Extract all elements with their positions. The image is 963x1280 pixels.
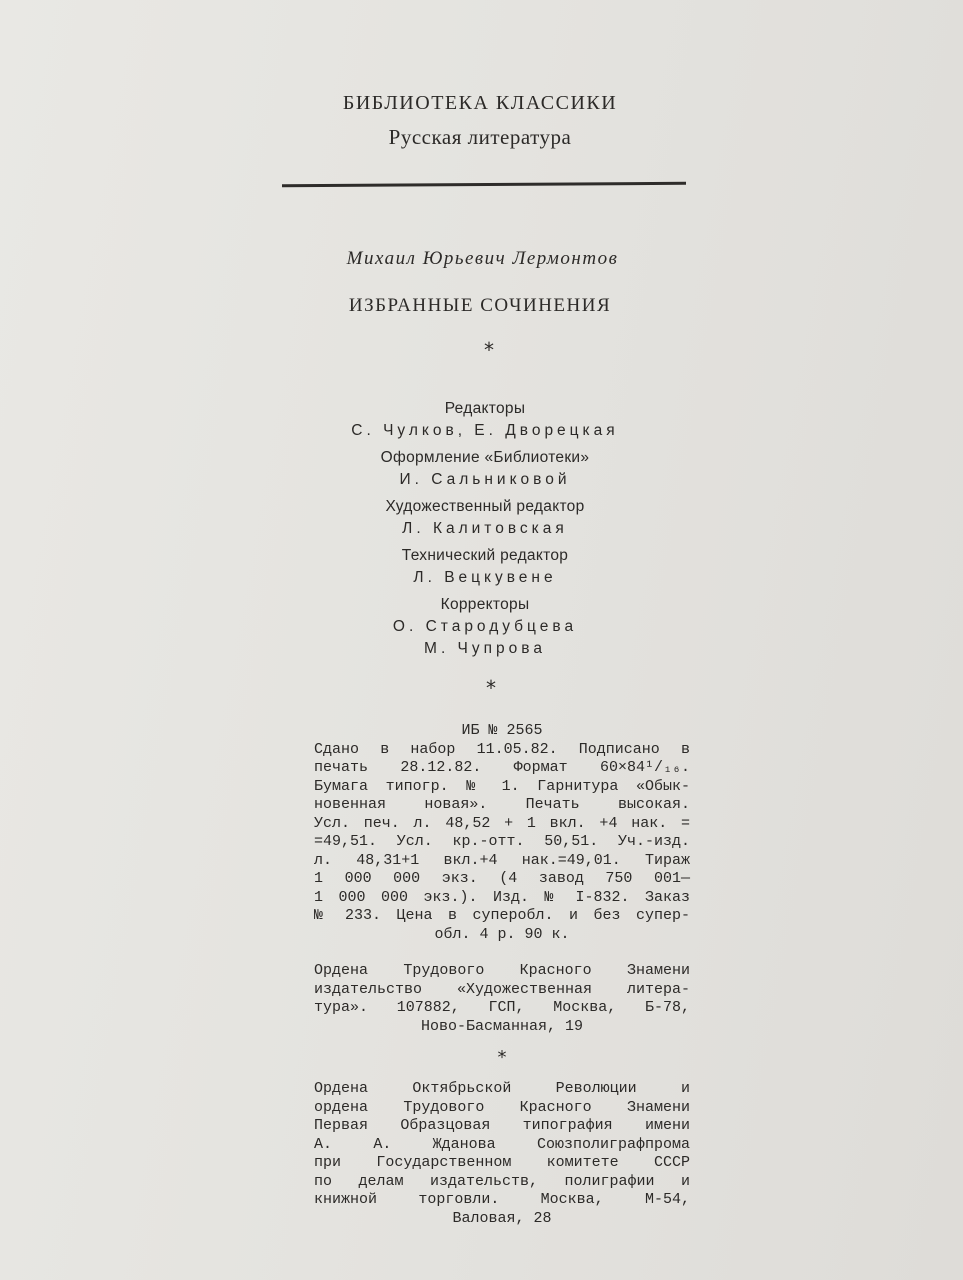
credit-role: Корректоры [440, 596, 530, 613]
author-name: Михаил Юрьевич Лермонтов [346, 248, 619, 269]
printer-line: ордена Трудового Красного Знамени [314, 1098, 690, 1116]
publisher-details [314, 962, 690, 1036]
imprint-line: № 233. Цена в суперобл. и без супер- [314, 907, 690, 924]
credit-proofreaders [300, 594, 670, 660]
imprint-line: Сдано в набор 11.05.82. Подписано в [314, 740, 690, 758]
separator-star-3: * [497, 1047, 507, 1068]
credit-name: М. Чупрова [424, 640, 546, 657]
credit-name: Л. Калитовская [402, 520, 568, 537]
credit-role: Технический редактор [401, 547, 569, 564]
ib-number: ИБ № 2565 [461, 722, 543, 739]
credit-name: И. Сальниковой [399, 471, 571, 488]
imprint-line: л. 48,31+1 вкл.+4 нак.=49,01. Тираж [314, 851, 690, 869]
publisher-line: Ново-Басманная, 19 [420, 1017, 584, 1035]
credit-name: О. Стародубцева [392, 618, 578, 635]
imprint-line: Усл. печ. л. 48,52 + 1 вкл. +4 нак. = [314, 814, 690, 832]
imprint-line: 1 000 000 экз. (4 завод 750 001— [314, 870, 690, 887]
credit-role: Оформление «Библиотеки» [380, 449, 590, 466]
separator-star-1: * [484, 338, 494, 362]
series-title: БИБЛИОТЕКА КЛАССИКИ [342, 92, 618, 114]
imprint-line: печать 28.12.82. Формат 60×84¹/₁₆. [314, 759, 690, 776]
printer-line: Валовая, 28 [452, 1209, 552, 1227]
printer-line: Первая Образцовая типография имени [314, 1117, 690, 1134]
publisher-line: тура». 107882, ГСП, Москва, Б-78, [314, 999, 690, 1016]
printer-line: при Государственном комитете СССР [314, 1154, 690, 1171]
printer-line: А. А. Жданова Союзполиграфпрома [314, 1135, 690, 1153]
credit-name: Л. Вецкувене [413, 569, 557, 586]
separator-star-2: * [486, 676, 496, 700]
printer-line: по делам издательств, полиграфии и [314, 1172, 690, 1190]
imprint-line: новенная новая». Печать высокая. [314, 796, 690, 813]
credits-block [300, 398, 670, 665]
printer-line: книжной торговли. Москва, М-54, [314, 1191, 690, 1208]
series-subtitle: Русская литература [388, 125, 572, 149]
work-title: ИЗБРАННЫЕ СОЧИНЕНИЯ [348, 295, 612, 316]
credit-editors [300, 398, 670, 442]
printer-line: Ордена Октябрьской Революции и [314, 1080, 690, 1097]
series-header [280, 86, 680, 154]
credit-name: С. Чулков, Е. Дворецкая [351, 422, 619, 439]
printer-details [314, 1080, 690, 1228]
header-divider [282, 182, 686, 187]
credit-art-editor [300, 496, 670, 540]
credit-role: Художественный редактор [385, 498, 585, 515]
imprint-line: =49,51. Усл. кр.-отт. 50,51. Уч.-изд. [314, 833, 690, 850]
imprint-line: обл. 4 р. 90 к. [434, 925, 570, 943]
imprint-line: Бумага типогр. № 1. Гарнитура «Обык- [314, 777, 690, 795]
credit-design [300, 447, 670, 491]
publisher-line: издательство «Художественная литера- [314, 980, 690, 998]
print-details [314, 741, 690, 945]
publisher-line: Ордена Трудового Красного Знамени [314, 962, 690, 979]
credit-role: Редакторы [444, 400, 526, 417]
imprint-line: 1 000 000 экз.). Изд. № I-832. Заказ [314, 888, 690, 906]
imprint-block [314, 722, 690, 1228]
credit-tech-editor [300, 545, 670, 589]
